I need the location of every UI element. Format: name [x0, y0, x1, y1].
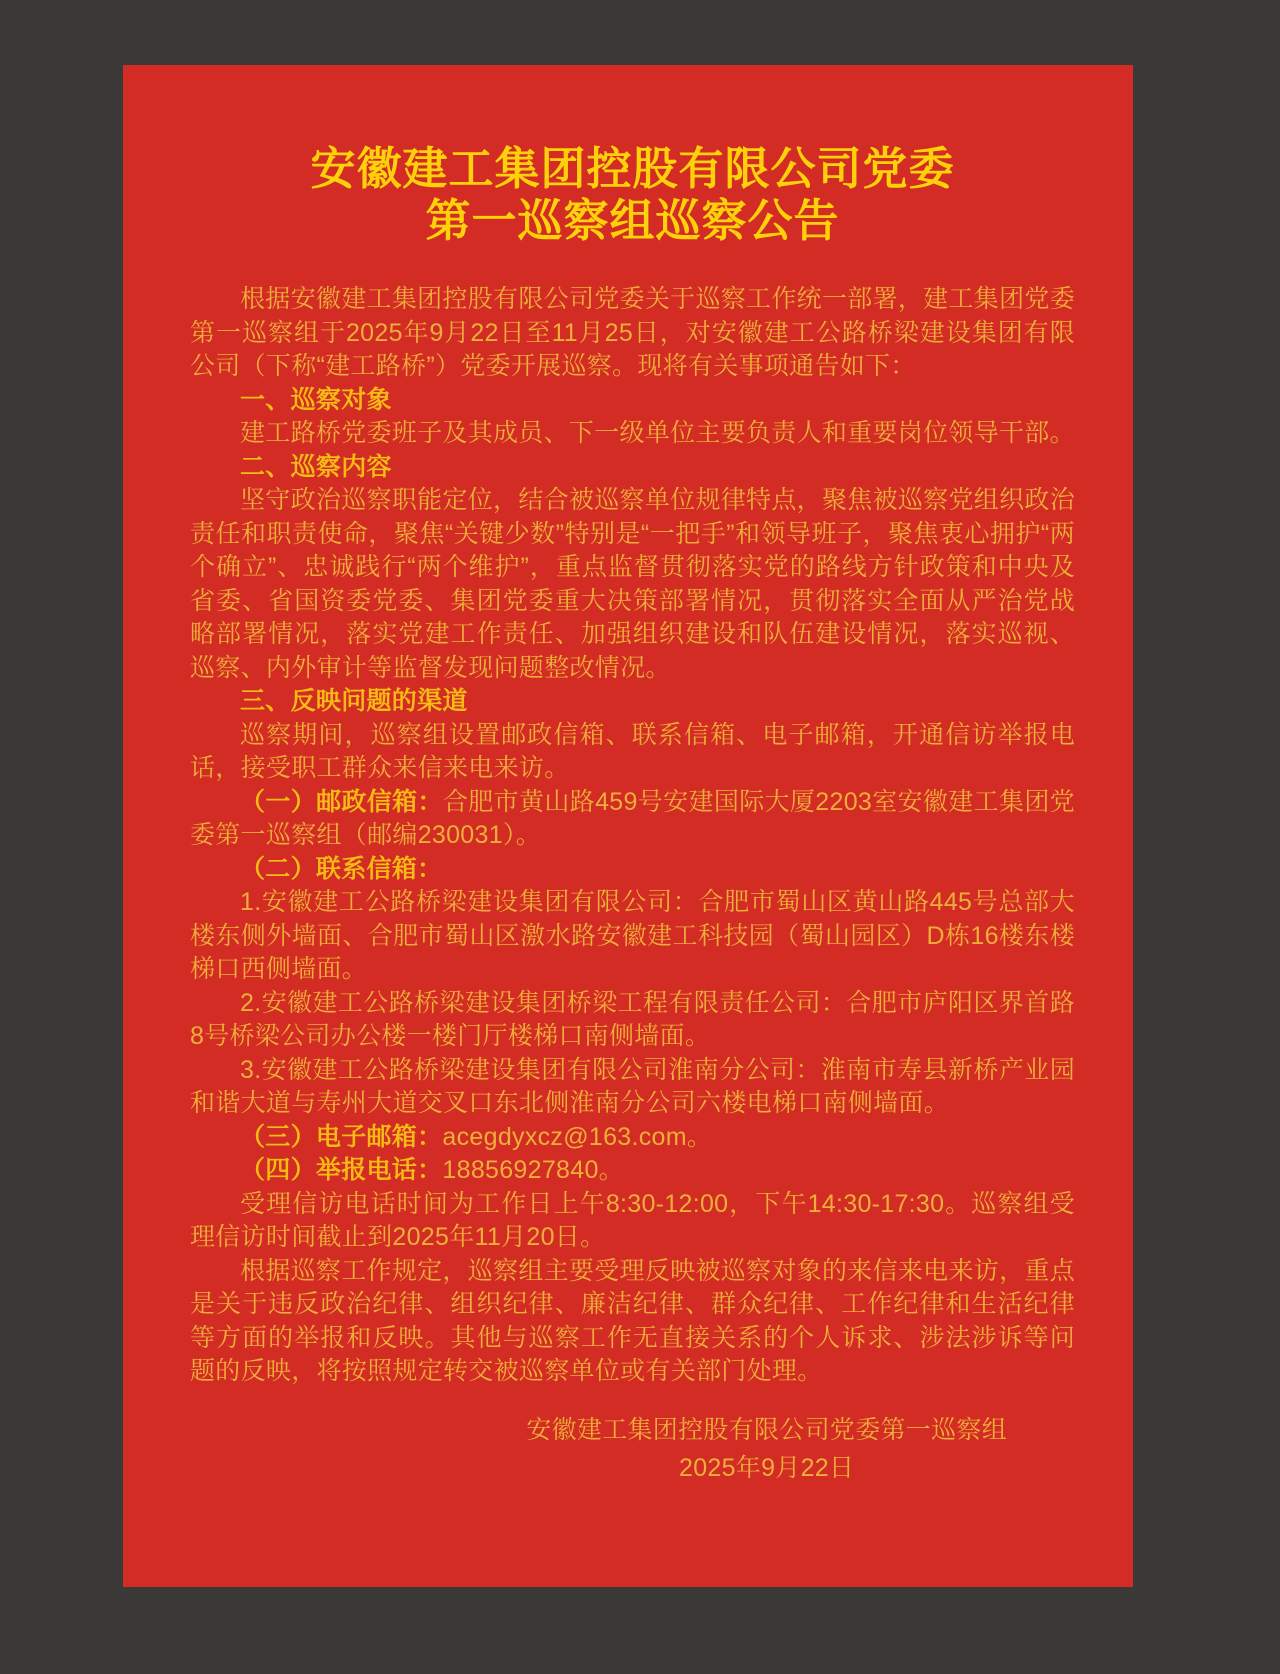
- page-title-line1: 安徽建工集团控股有限公司党委: [310, 144, 955, 194]
- signature-date: 2025年9月22日: [678, 1453, 855, 1482]
- section2-paragraph: 坚守政治巡察职能定位，结合被巡察单位规律特点，聚焦被巡察党组织政治责任和职责使命，聚焦“关键少数”特别是“一把手”和领导班子，聚焦衷心拥护“两个确立”、忠诚践行“两个维护”，重点监督贯彻落实党的路线方针政策和中央及省委、省国资委党委、集团党委重大决策部署情况，贯彻落实全面从严治党战略部署情况，落实党建工作责任、加强组织建设和队伍建设情况，落实巡视、巡察、内外审计等监督发现问题整改情况。: [190, 486, 1075, 682]
- hotline-label: （四）举报电话：: [240, 1156, 443, 1184]
- page-title-line2: 第一巡察组巡察公告: [425, 196, 840, 246]
- page-title: [190, 143, 1075, 247]
- postal-box-paragraph: [190, 786, 1075, 853]
- postal-box-label: （一）邮政信箱：: [240, 787, 443, 816]
- contact-box-item: 3.安徽建工公路桥梁建设集团有限公司淮南分公司：淮南市寿县新桥产业园和谐大道与寿州大道交叉口东北侧淮南分公司六楼电梯口南侧墙面。: [190, 1055, 1075, 1117]
- email-address: acegdyxcz@163.com。: [442, 1122, 713, 1151]
- section3-heading: 三、反映问题的渠道: [240, 687, 468, 715]
- contact-box-item: 1.安徽建工公路桥梁建设集团有限公司：合肥市蜀山区黄山路445号总部大楼东侧外墙面、合肥市蜀山区激水路安徽建工科技园（蜀山园区）D栋16楼东楼梯口西侧墙面。: [190, 888, 1075, 983]
- email-paragraph: [190, 1121, 1075, 1155]
- hotline-number: 18856927840。: [442, 1156, 624, 1184]
- postal-box-address: 合肥市黄山路459号安建国际大厦2203室安徽建工集团党委第一巡察组（邮编230031）。: [190, 787, 1075, 849]
- contact-box-heading: （二）联系信箱：: [240, 854, 443, 883]
- hotline-paragraph: [190, 1154, 1075, 1188]
- signature-block: [190, 1411, 1075, 1487]
- section3-paragraph: 巡察期间，巡察组设置邮政信箱、联系信箱、电子邮箱，开通信访举报电话，接受职工群众来信来电来访。: [190, 720, 1075, 782]
- signature-org: 安徽建工集团控股有限公司党委第一巡察组: [526, 1415, 1007, 1444]
- hotline-hours-paragraph: 受理信访电话时间为工作日上午8:30-12:00，下午14:30-17:30。巡察组受理信访时间截止到2025年11月20日。: [190, 1189, 1075, 1251]
- email-label: （三）电子邮箱：: [240, 1122, 443, 1151]
- section1-paragraph: 建工路桥党委班子及其成员、下一级单位主要负责人和重要岗位领导干部。: [240, 419, 1075, 447]
- section1-heading: 一、巡察对象: [240, 385, 392, 414]
- section2-heading: 二、巡察内容: [240, 452, 392, 481]
- signature-inner: [526, 1411, 1007, 1487]
- contact-box-item: 2.安徽建工公路桥梁建设集团桥梁工程有限责任公司：合肥市庐阳区界首路8号桥梁公司办公楼一楼门厅楼梯口南侧墙面。: [190, 988, 1075, 1050]
- announcement-body: [190, 283, 1075, 1389]
- announcement-poster: [123, 65, 1133, 1587]
- closing-paragraph: 根据巡察工作规定，巡察组主要受理反映被巡察对象的来信来电来访，重点是关于违反政治纪律、组织纪律、廉洁纪律、群众纪律、工作纪律和生活纪律等方面的举报和反映。其他与巡察工作无直接关系的个人诉求、涉法涉诉等问题的反映，将按照规定转交被巡察单位或有关部门处理。: [190, 1256, 1075, 1385]
- intro-paragraph: 根据安徽建工集团控股有限公司党委关于巡察工作统一部署，建工集团党委第一巡察组于2025年9月22日至11月25日，对安徽建工公路桥梁建设集团有限公司（下称“建工路桥”）党委开展巡察。现将有关事项通告如下：: [190, 285, 1075, 380]
